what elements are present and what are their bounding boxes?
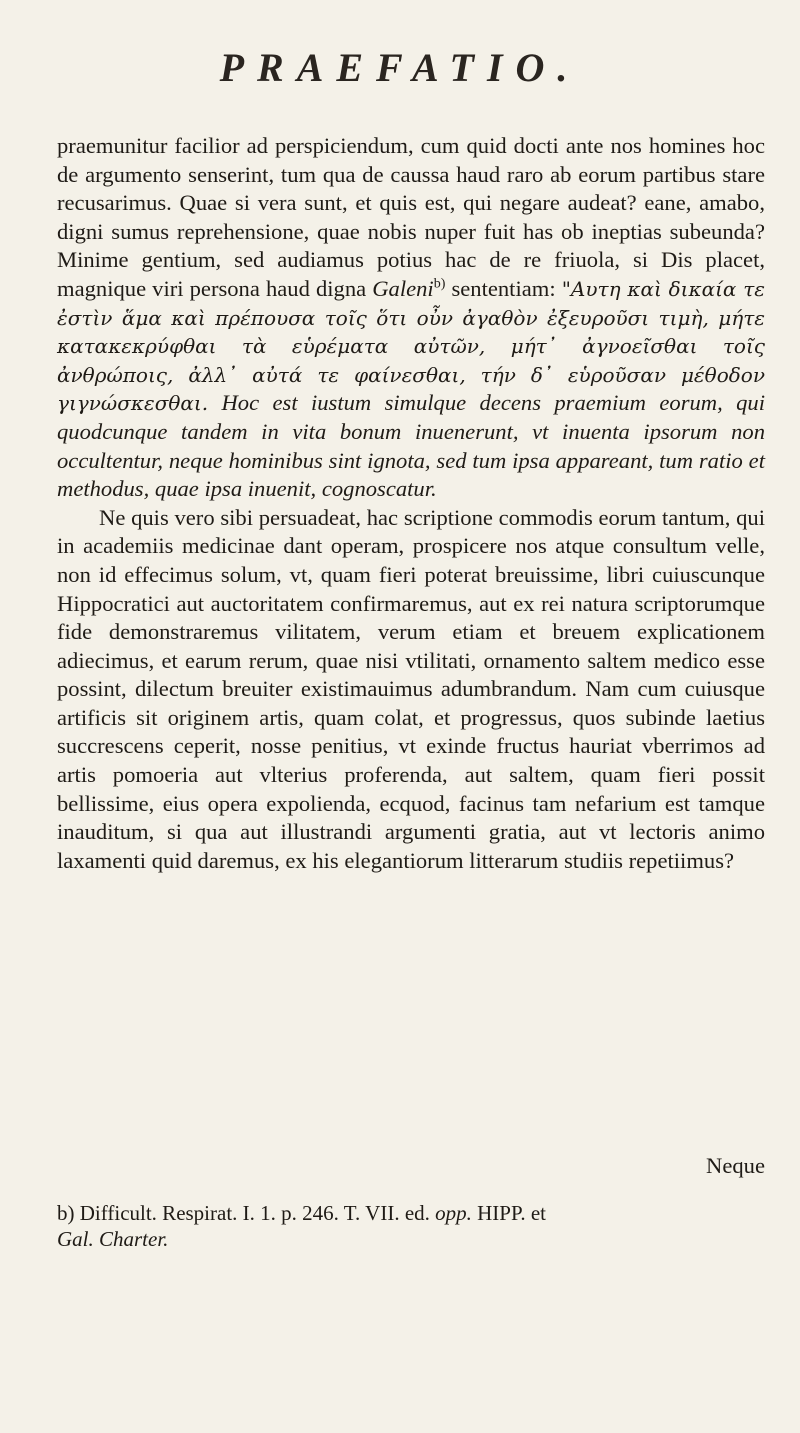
footnote-reference: Difficult. Respirat. I. 1. p. 246. T. VII. ed.: [74, 1201, 436, 1225]
running-head: PRAEFATIO.: [219, 45, 581, 90]
footnote-marker: b): [433, 276, 446, 292]
catchword: Neque: [706, 1153, 765, 1178]
sententiam-text: sententiam:: [445, 275, 562, 301]
paragraph-1: [57, 132, 765, 504]
paragraph-2: Ne quis vero sibi persuadeat, hac scriptione commodis eorum tantum, qui in academiis medicinae dant operam, prospicere nos atque consultum velle, non id effecimus solum, vt, quam fieri poterat breuissime, libri cuiuscunque Hippocratici aut auctoritatem confirmaremus, aut ex rei natura scriptorumque fide demonstraremus vilitatem, verum etiam et breuem explicationem adiecimus, et earum rerum, quae nisi vtilitati, ornamento saltem medico esse possint, dilectum breuiter existimauimus adumbrandum. Nam cum cuiusque artificis sit originem artis, quam colat, et progressus, quos subinde laetius succrescens ceperit, nosse penitius, vt exinde fructus hauriat vberrimos ad artis pomoeria aut vlterius proferenda, aut saltem, quam fieri possit bellissime, eius opera expolienda, ecquod, facinus tam nefarium est tamque inauditum, si qua aut illustrandi argumenti gratia, aut vt lectoris animo laxamenti quid daremus, ex his elegantiorum litterarum studiis repetiimus?: [57, 504, 765, 873]
galen-name: Galeni: [372, 275, 434, 301]
paragraph-1-lead: praemunitur facilior ad perspiciendum, cum quid docti ante nos homines hoc de argumento senserint, tum qua de caussa haud raro ab eorum partibus stare recusarimus. Quae si vera sunt, et quis est, qui negare audeat? eane, amabo, digni sumus reprehensione, quae nobis nuper fuit has ob ineptias subeunda? Minime gentium, sed audiamus potius hac de re friuola, si Dis placet, magnique viri persona haud digna: [57, 133, 765, 301]
greek-quotation: "Αυτη καὶ δικαία τε ἐστὶν ἅμα καὶ πρέπουσα τοῖς ὅτι οὖν ἀγαθὸν ἐξευροῦσι τιμὴ, μήτε κατακεκρύφθαι τὰ εὑρέματα αὐτῶν, μήτ᾽ ἀγνοεῖσθαι τοῖς ἀνθρώποις, ἀλλ᾽ αὐτά τε φαίνεσθαι, τήν δ᾽ εὑροῦσαν μέθοδον γιγνώσκεσθαι.: [57, 276, 766, 416]
latin-translation: Hoc est iustum simulque decens praemium eorum, qui quodcunque tandem in vita bonum inuenerunt, vt inuenta ipsorum non occultentur, neque hominibus sint ignota, sed tum ipsa appareant, tum ratio et methodus, quae ipsa inuenit, cognoscatur.: [57, 390, 765, 502]
footnote: [57, 1200, 765, 1252]
footnote-et: et: [525, 1201, 546, 1225]
footnote-gal-charter: Gal. Charter.: [57, 1227, 169, 1251]
footnote-opp: opp.: [435, 1201, 472, 1225]
footnote-mark: b): [57, 1201, 75, 1225]
body-text: [57, 132, 765, 875]
footnote-hipp: HIPP.: [471, 1201, 526, 1225]
